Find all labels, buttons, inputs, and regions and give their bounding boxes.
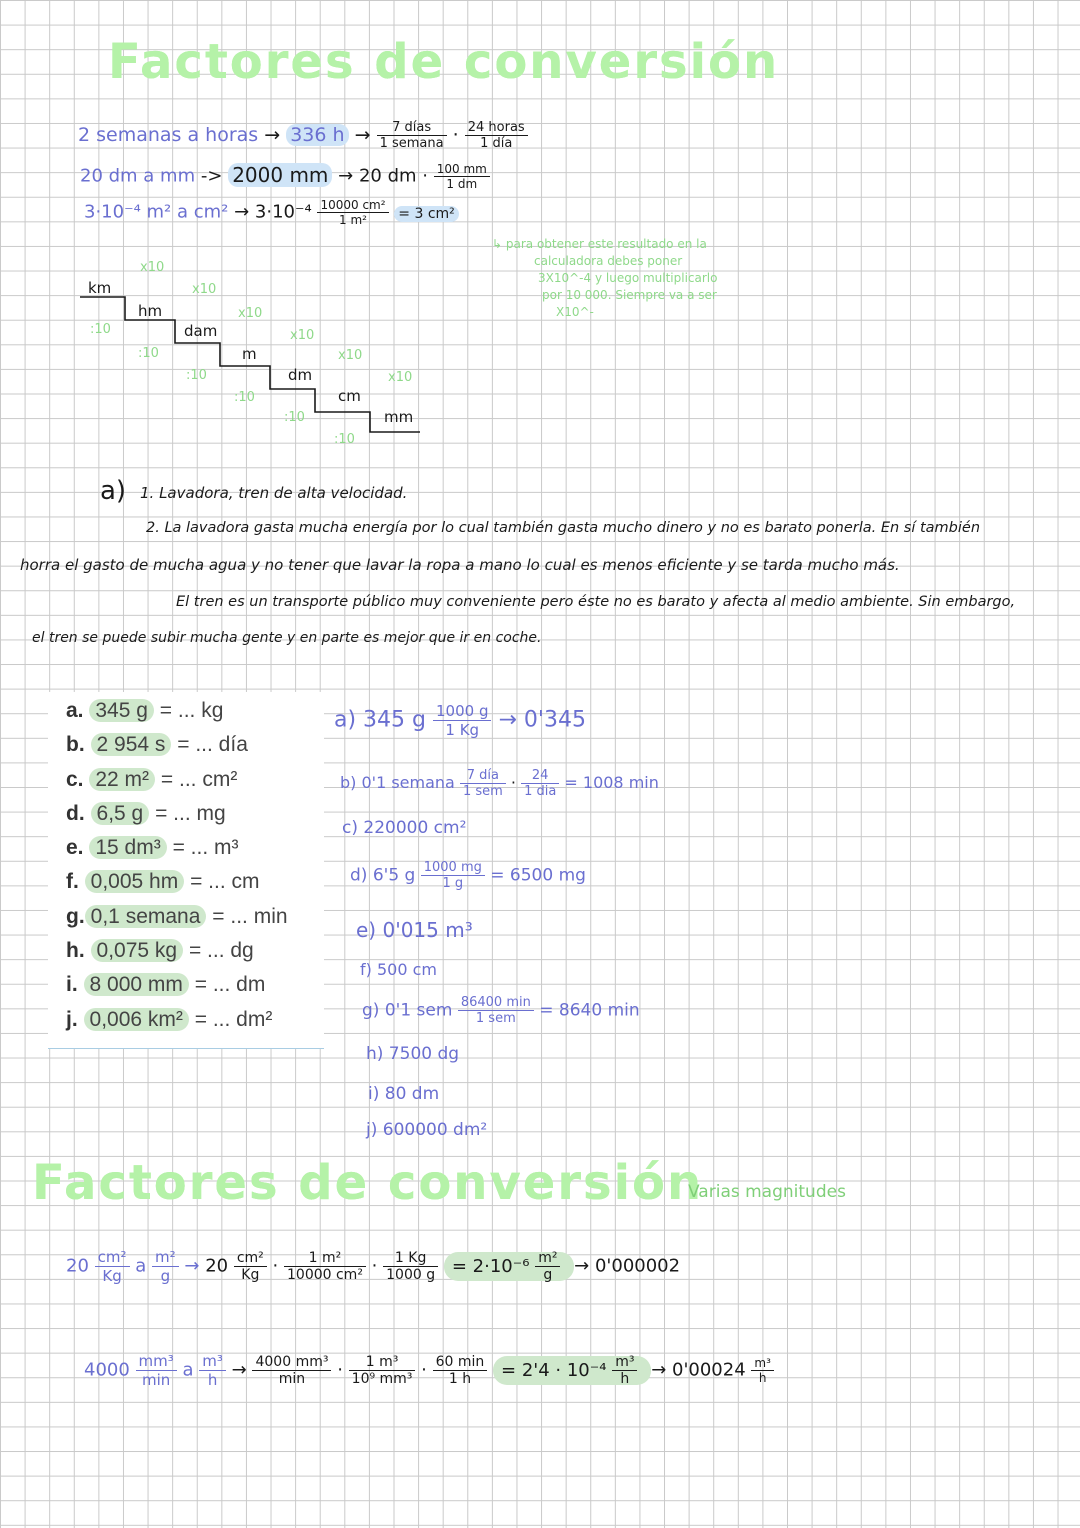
stair-unit-dam: dam — [184, 322, 218, 340]
solution-c: c) 220000 cm² — [342, 818, 467, 838]
exercise-item: h. 0,075 kg = ... dg — [66, 939, 254, 963]
stair-mult: x10 — [140, 260, 165, 275]
stair-unit-mm: mm — [384, 408, 414, 426]
answer-line-2: 2. La lavadora gasta mucha energía por lo cual también gasta mucho dinero y no es barato ponerla. En sí también — [146, 520, 981, 536]
section-subtitle: Varias magnitudes — [688, 1182, 846, 1202]
exercise-item: j. 0,006 km² = ... dm² — [66, 1007, 273, 1031]
exercise-item: a. 345 g = ... kg — [66, 699, 224, 722]
arrow: → — [264, 124, 281, 146]
stair-unit-cm: cm — [338, 387, 361, 405]
solution-j: j) 600000 dm² — [366, 1120, 488, 1140]
fraction: $\frac{\text{10000 cm²}}{\text{1 m²}}$ — [317, 198, 388, 227]
answer-line-1: 1. Lavadora, tren de alta velocidad. — [140, 484, 408, 502]
stair-div: :10 — [334, 432, 355, 447]
page-title: Factores de conversión — [108, 34, 780, 90]
solution-f: f) 500 cm — [360, 960, 437, 979]
solution-a: a) 345 g $\frac{1000 g}{1 Kg}$ → 0'345 — [334, 702, 586, 739]
solution-i: i) 80 dm — [368, 1084, 440, 1104]
exercise-item: i. 8 000 mm = ... dm — [66, 973, 266, 997]
solution-e: e) 0'015 m³ — [356, 918, 473, 942]
fraction: $\frac{100 mm}{1 dm}$ — [434, 162, 490, 191]
solution-h: h) 7500 dg — [366, 1044, 460, 1064]
multi-conversion-2: 4000 $\frac{\text{mm³}}{\min}$ a $\frac{\text{m³}}{h}$ → $\frac{\text{4000 mm³}}{\min}$ · $\frac{\text{1 m³}}{\text{10⁹ mm³}}$ · $\frac{60 \min}{1 h}$ = 2'4 · 10⁻⁴ $\frac{\text{m³}}{h}$ → 0'00024 $\frac{\text{m³}}{h}$ — [84, 1352, 774, 1389]
stair-unit-dm: dm — [288, 366, 313, 384]
answer-line-3: horra el gasto de mucha agua y no tener que lavar la ropa a mano lo cual es menos eficiente y se tarda mucho más. — [20, 556, 900, 574]
solution-d: d) 6'5 g $\frac{1000 mg}{1 g}$ = 6500 mg — [350, 860, 586, 891]
conversion-result: 336 h — [286, 124, 348, 146]
exercise-list — [66, 694, 288, 1037]
stair-div: :10 — [90, 322, 111, 337]
stair-unit-hm: hm — [138, 302, 163, 320]
stair-div: :10 — [284, 410, 305, 425]
conversion-row-2: 20 dm a mm -> 2000 mm → 20 dm · $\frac{100 mm}{1 dm}$ — [80, 162, 490, 191]
solution-b: b) 0'1 semana $\frac{\text{7 día}}{\text{1 sem}}$ · $\frac{24}{\text{1 dia}}$ = 1008 min — [340, 768, 659, 799]
calculator-note: ↳ para obtener este resultado en la calculadora debes poner 3X10^-4 y luego multiplicarlo por 10 000. Siempre va a ser X10^- — [492, 237, 718, 319]
stair-unit-m: m — [242, 345, 257, 363]
exercise-item: c. 22 m² = ... cm² — [66, 767, 238, 791]
solution-g: g) 0'1 sem $\frac{86400 \min}{\text{1 sem}}$ = 8640 min — [362, 995, 640, 1026]
stair-mult: x10 — [192, 282, 217, 297]
exercise-item: d. 6,5 g = ... mg — [66, 801, 226, 825]
stair-div: :10 — [186, 368, 207, 383]
stair-mult: x10 — [238, 306, 263, 321]
conversion-lhs: 2 semanas a horas — [78, 124, 259, 146]
answer-label: a) — [100, 476, 127, 506]
multi-conversion-1: 20 $\frac{\text{cm²}}{Kg}$ a $\frac{\text{m²}}{g}$ → 20 $\frac{\text{cm²}}{Kg}$ · $\frac{\text{1 m²}}{\text{10000 cm²}}$ · $\frac{1 Kg}{1000 g}$ = 2·10⁻⁶ $\frac{\text{m²}}{g}$ → 0'000002 — [66, 1248, 681, 1285]
conversion-result: = 3 cm² — [394, 206, 459, 222]
conversion-row-1: 2 semanas a horas → 336 h → $\frac{\text{7 días}}{\text{1 semana}}$ · $\frac{\text{24 horas}}{\text{1 día}}$ — [78, 120, 528, 151]
conversion-lhs: 3·10⁻⁴ m² a cm² — [84, 201, 229, 223]
stair-unit-km: km — [88, 279, 112, 297]
fraction: $\frac{\text{7 días}}{\text{1 semana}}$ — [377, 120, 447, 151]
exercise-item: f. 0,005 hm = ... cm — [66, 870, 260, 894]
fraction: $\frac{\text{24 horas}}{\text{1 día}}$ — [465, 120, 528, 151]
answer-line-5: el tren se puede subir mucha gente y en parte es mejor que ir en coche. — [32, 630, 542, 646]
exercise-item: g. 0,1 semana = ... min — [66, 904, 288, 928]
stair-mult: x10 — [290, 328, 315, 343]
stair-mult: x10 — [388, 370, 413, 385]
stair-div: :10 — [234, 390, 255, 405]
conversion-lhs: 20 dm a mm — [80, 165, 196, 187]
answer-line-4: El tren es un transporte público muy conveniente pero éste no es barato y afecta al medio ambiente. Sin embargo, — [176, 594, 1016, 610]
exercise-item: b. 2 954 s = ... día — [66, 733, 248, 757]
exercise-item: e. 15 dm³ = ... m³ — [66, 836, 239, 860]
stair-div: :10 — [138, 346, 159, 361]
stair-mult: x10 — [338, 348, 363, 363]
section-title: Factores de conversión — [32, 1155, 704, 1211]
conversion-row-3: 3·10⁻⁴ m² a cm² → 3·10⁻⁴ $\frac{\text{10000 cm²}}{\text{1 m²}}$ = 3 cm² — [84, 198, 459, 227]
conversion-result: 2000 mm — [228, 163, 332, 187]
